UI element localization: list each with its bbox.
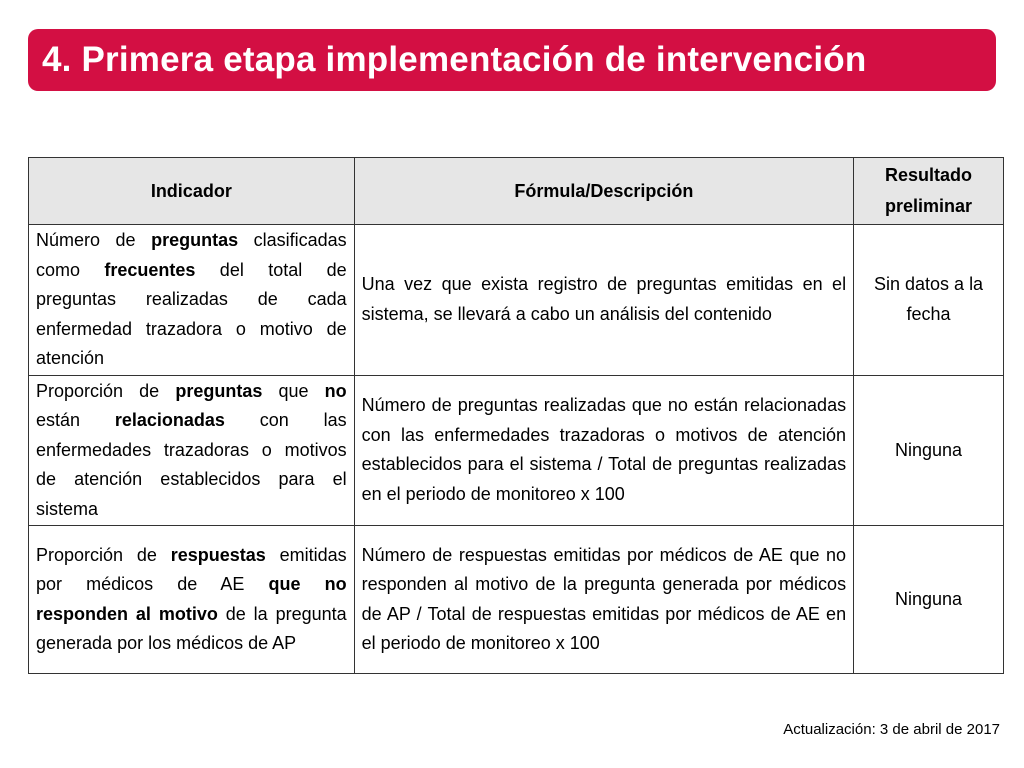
indicator-text: con las enfermedades trazadoras o motivos de atención establecidos para el sistema [36, 410, 347, 519]
indicator-emphasis: preguntas [175, 380, 263, 401]
indicator-text: clasificadas como [36, 230, 347, 280]
table-row [29, 375, 1004, 526]
update-date: Actualización: 3 de abril de 2017 [783, 721, 1000, 738]
cell-resultado: Ninguna [854, 526, 1004, 674]
cell-resultado: Ninguna [854, 375, 1004, 526]
header-resultado: Resultado preliminar [854, 158, 1004, 225]
cell-indicador [29, 225, 355, 376]
cell-formula: Número de preguntas realizadas que no están relacionadas con las enfermedades trazadoras o motivos de atención establecidos para el sistema / Total de preguntas realizadas en el periodo de monitoreo x 100 [354, 375, 853, 526]
indicator-emphasis: frecuentes [104, 259, 196, 280]
cell-formula: Número de respuestas emitidas por médicos de AE que no responden al motivo de la pregunta generada por médicos de AP / Total de respuestas emitidas por médicos de AE en el periodo de monitoreo x 100 [354, 526, 853, 674]
indicator-text: Proporción de [36, 380, 176, 401]
indicator-text: Proporción de [36, 544, 171, 565]
table-header-row [29, 158, 1004, 225]
indicator-emphasis: respuestas [170, 544, 266, 565]
indicator-emphasis: relacionadas [114, 410, 225, 430]
indicator-emphasis: no [324, 380, 347, 401]
indicator-text: emitidas por médicos de AE [36, 544, 347, 594]
indicator-text: que [262, 380, 325, 401]
indicator-text: del total de preguntas realizadas de cada enfermedad trazadora o motivo de atención [36, 259, 347, 368]
cell-formula: Una vez que exista registro de preguntas emitidas en el sistema, se llevará a cabo un análisis del contenido [354, 225, 853, 376]
indicator-text: de la pregunta generada por los médicos de AP [36, 603, 347, 653]
indicator-emphasis: preguntas [151, 230, 239, 250]
indicator-text: están [36, 410, 115, 430]
header-formula: Fórmula/Descripción [354, 158, 853, 225]
cell-resultado: Sin datos a la fecha [854, 225, 1004, 376]
cell-indicador [29, 375, 355, 526]
table-row [29, 225, 1004, 376]
title-bar [28, 29, 996, 91]
cell-indicador [29, 526, 355, 674]
indicator-text: Número de [36, 230, 152, 250]
header-indicador: Indicador [29, 158, 355, 225]
indicators-table [28, 157, 1004, 674]
indicator-emphasis: que no responden al motivo [36, 574, 347, 624]
slide-title: 4. Primera etapa implementación de intervención [42, 40, 867, 79]
table-row [29, 526, 1004, 674]
